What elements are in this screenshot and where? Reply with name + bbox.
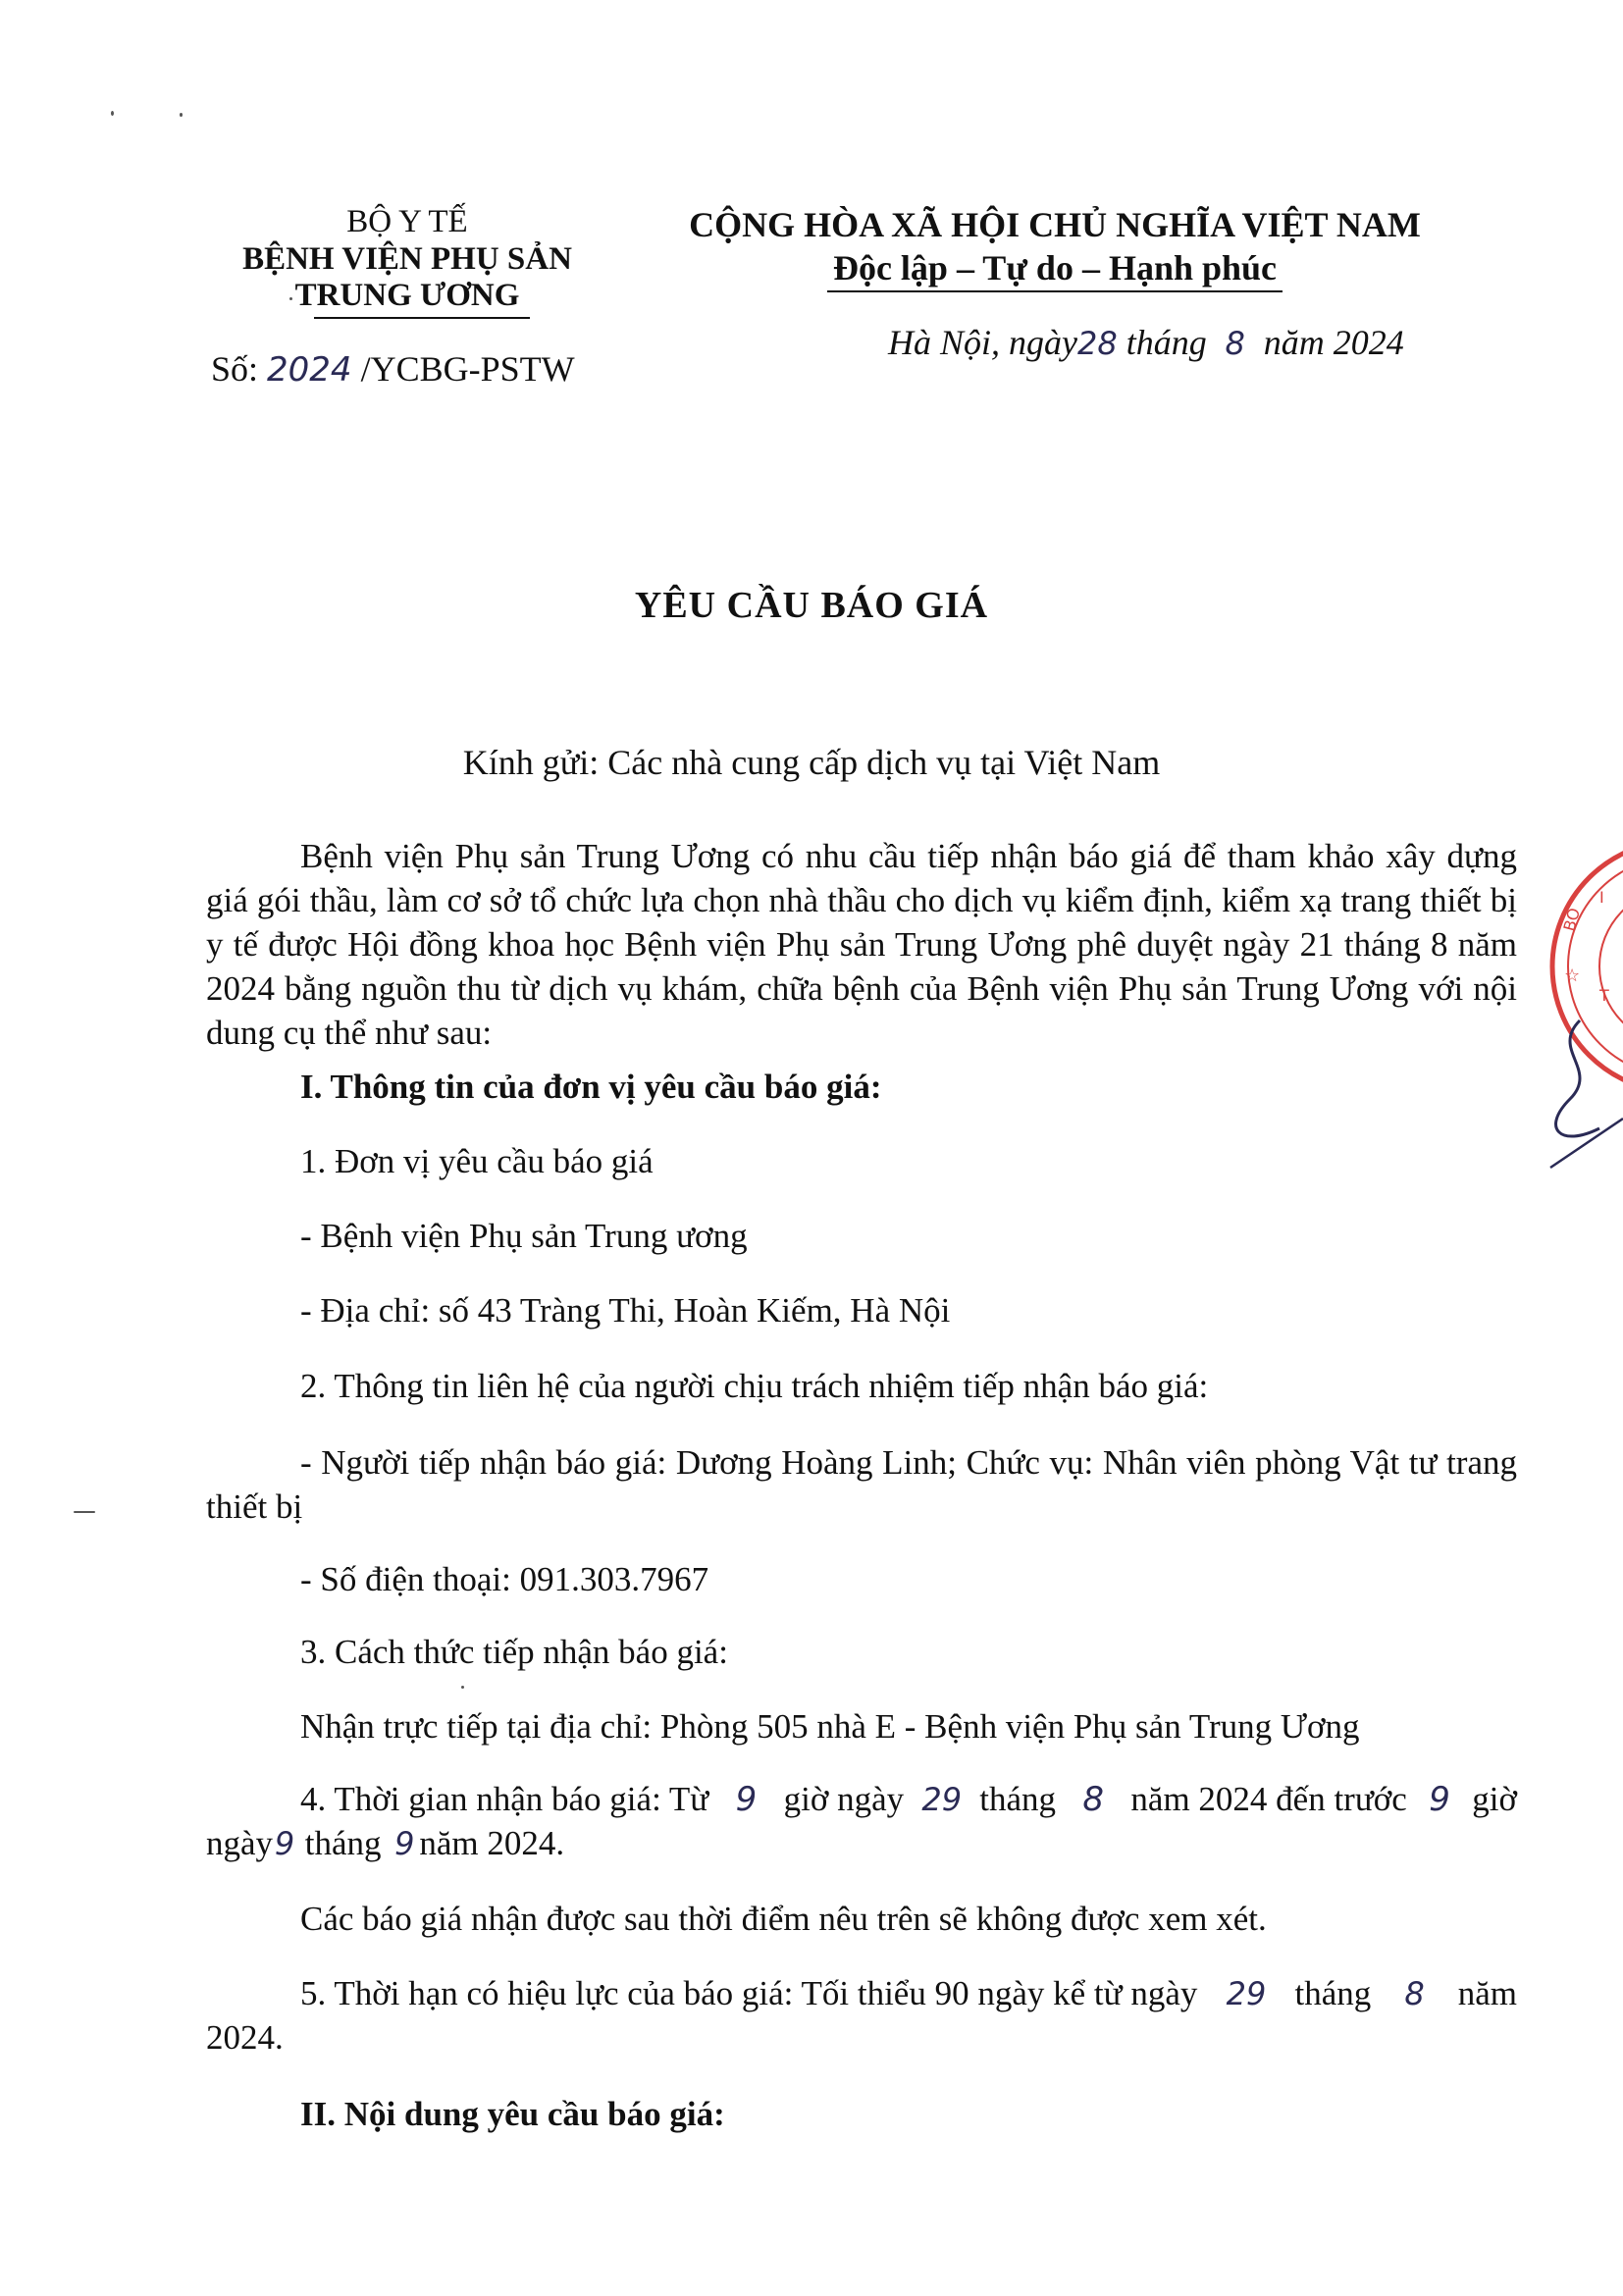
svg-text:☆: ☆	[1564, 965, 1581, 986]
republic-title: CỘNG HÒA XÃ HỘI CHỦ NGHĨA VIỆT NAM	[689, 205, 1421, 244]
item5-text1: 5. Thời hạn có hiệu lực của báo giá: Tối thiểu 90 ngày kể từ ngày	[300, 1974, 1198, 2012]
place-date	[888, 322, 1404, 363]
item4-text7: tháng	[304, 1824, 382, 1862]
doc-number-handwritten: 2024	[267, 350, 352, 390]
item5-day-handwritten: 29	[1226, 1975, 1267, 2012]
item4-day1-handwritten: 29	[921, 1781, 963, 1818]
place-date-prefix: Hà Nội, ngày	[888, 323, 1077, 362]
section1-item3: 3. Cách thức tiếp nhận báo giá:	[300, 1633, 728, 1671]
org-underline	[314, 317, 530, 319]
section1-item4-line2	[206, 1824, 564, 1863]
receive-method: Nhận trực tiếp tại địa chỉ: Phòng 505 nhà E - Bệnh viện Phụ sản Trung Ương	[300, 1707, 1360, 1746]
svg-text:BỘ: BỘ	[1559, 906, 1584, 934]
contact-person: - Người tiếp nhận báo giá: Dương Hoàng Linh; Chức vụ: Nhân viên phòng Vật tư trang thiết bị	[206, 1443, 1517, 1526]
unit-name: - Bệnh viện Phụ sản Trung ương	[300, 1217, 748, 1255]
item4-hour2-handwritten: 9	[1429, 1780, 1450, 1819]
national-motto: Độc lập – Tự do – Hạnh phúc	[832, 248, 1278, 287]
item5-text2: tháng	[1294, 1974, 1372, 2012]
section1-item2: 2. Thông tin liên hệ của người chịu trách nhiệm tiếp nhận báo giá:	[300, 1367, 1209, 1405]
ministry-name: BỘ Y TẾ	[346, 204, 468, 239]
item4-text3: tháng	[979, 1780, 1057, 1818]
item4-month2-handwritten: 9	[394, 1825, 415, 1862]
scan-speck	[289, 297, 292, 300]
document-number	[211, 348, 575, 390]
item4-text4: năm 2024 đến trước	[1130, 1780, 1407, 1818]
date-year-label: năm 2024	[1263, 323, 1404, 362]
svg-text:T: T	[1599, 986, 1609, 1005]
item5-month-handwritten: 8	[1404, 1975, 1425, 2012]
scan-speck	[180, 113, 183, 117]
date-month-label: tháng	[1126, 323, 1207, 362]
document-title: YÊU CẦU BÁO GIÁ	[634, 585, 989, 626]
hospital-name-line2: TRUNG ƯƠNG	[294, 278, 520, 313]
item4-text5: giờ	[1472, 1780, 1517, 1818]
svg-text:I: I	[1599, 888, 1604, 907]
hospital-name-line1: BỆNH VIỆN PHỤ SẢN	[242, 241, 572, 277]
section1-item1: 1. Đơn vị yêu cầu báo giá	[300, 1142, 654, 1180]
item4-text2: giờ ngày	[783, 1780, 905, 1818]
scan-speck	[461, 1686, 464, 1689]
item5-text3: năm	[1457, 1974, 1517, 2012]
section1-heading: I. Thông tin của đơn vị yêu cầu báo giá:	[300, 1068, 882, 1106]
item5-text4: 2024.	[206, 2018, 284, 2057]
scan-speck	[111, 111, 114, 116]
doc-number-suffix: /YCBG-PSTW	[360, 349, 575, 389]
item4-text8: năm 2024.	[419, 1824, 565, 1862]
doc-number-label: Số:	[211, 349, 259, 389]
date-day-handwritten: 28	[1077, 325, 1118, 362]
intro-paragraph: Bệnh viện Phụ sản Trung Ương có nhu cầu tiếp nhận báo giá để tham khảo xây dựng giá gói thầu, làm cơ sở tổ chức lựa chọn nhà thầu cho dịch vụ kiểm định, kiểm xạ trang thiết bị y tế được Hội đồng khoa học Bệnh viện Phụ sản Trung Ương phê duyệt ngày 21 tháng 8 năm 2024 bằng nguồn thu từ dịch vụ khám, chữa bệnh của Bệnh viện Phụ sản Trung Ương với nội dung cụ thể như sau:	[206, 837, 1517, 1052]
signature-stroke	[1541, 1011, 1623, 1177]
date-month-handwritten: 8	[1225, 325, 1245, 362]
section1-item4-line1	[300, 1780, 1517, 1819]
item4-hour1-handwritten: 9	[735, 1780, 758, 1819]
item4-text1: 4. Thời gian nhận báo giá: Từ	[300, 1780, 709, 1818]
item4-day2-handwritten: 9	[274, 1825, 295, 1862]
section2-heading: II. Nội dung yêu cầu báo giá:	[300, 2095, 725, 2133]
late-quote-note: Các báo giá nhận được sau thời điểm nêu trên sẽ không được xem xét.	[300, 1900, 1267, 1938]
recipient-line: Kính gửi: Các nhà cung cấp dịch vụ tại Việt Nam	[462, 743, 1161, 782]
item4-month1-handwritten: 8	[1082, 1780, 1105, 1819]
contact-phone: - Số điện thoại: 091.303.7967	[300, 1560, 709, 1598]
item4-text6: ngày	[206, 1824, 274, 1862]
section1-item5-line1	[300, 1974, 1517, 2013]
unit-address: - Địa chỉ: số 43 Tràng Thi, Hoàn Kiếm, Hà Nội	[300, 1291, 951, 1330]
scan-speck	[74, 1511, 95, 1513]
motto-underline	[827, 290, 1283, 292]
